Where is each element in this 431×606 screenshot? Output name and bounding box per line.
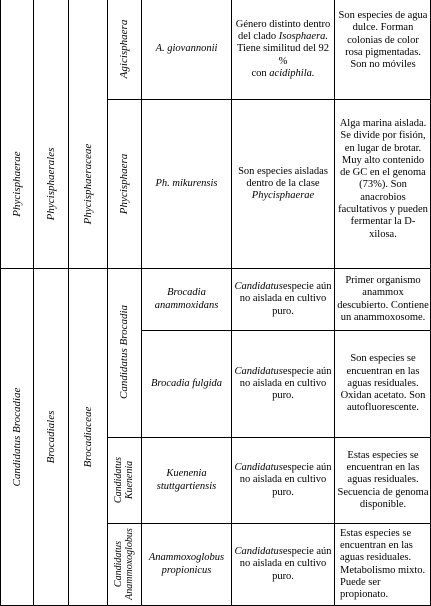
genus-kuenenia-line2: Kuenenia	[124, 460, 135, 500]
description-row-2: Son especies aisladas dentro de la clase Phycisphaerae	[238, 165, 328, 202]
family-phycisphaeraceae: Phycisphaeraceae	[82, 143, 94, 225]
description-row-6: Candidatusespecie aún no aislada en cultivo puro.	[234, 546, 332, 582]
notes-row-5: Estas especies se encuentran en las aguas residuales. Secuencia de genoma disponible.	[337, 449, 429, 510]
description-row-4: Candidatusespecie aún no aislada en cultivo puro.	[234, 365, 332, 402]
species-anammoxoglobus-propionicus: Anammoxoglobus propionicus	[148, 552, 225, 576]
genus-anammoxo-line1: Candidatus	[113, 540, 124, 588]
class-phycisphaerae: Phycisphaerae	[11, 151, 23, 217]
divider-desc-notes	[334, 0, 335, 606]
order-phycisphaerales: Phycisphaerales	[45, 147, 57, 221]
genus-candidatus-brocadia: Candidatus Brocadia	[118, 304, 130, 400]
genus-candidatus-kuenenia	[113, 457, 135, 503]
border-left	[0, 0, 1, 606]
genus-anammoxo-line2: Anammoxoglobus	[124, 528, 135, 600]
divider-class-order	[33, 0, 34, 606]
genus-phycisphaera: Phycisphaera	[118, 153, 130, 215]
divider-family-genus	[107, 0, 108, 606]
description-row-1: Género distinto dentro del clado Isosphaera. Tiene similitud del 92 % con acidiphila.	[235, 18, 331, 79]
species-a-giovannonii: A. giovannonii	[155, 43, 218, 55]
family-brocadiaceae: Brocadiaceae	[82, 406, 94, 468]
species-ph-mikurensis: Ph. mikurensis	[155, 177, 218, 189]
order-brocadiales: Brocadiales	[45, 410, 57, 464]
genus-kuenenia-line1: Candidatus	[113, 456, 124, 504]
notes-row-2: Alga marina aislada. Se divide por fisión, en lugar de brotar. Muy alto contenido de GC en el genoma (73%). Son anacrobios facultativos y pueden fermentar la D-xilosa.	[338, 118, 428, 240]
species-brocadia-anammoxidans: Brocadia anammoxidans	[154, 287, 219, 311]
genus-agicisphaera: Agicisphaera	[118, 19, 130, 79]
notes-row-6: Estas especies se encuentran en las aguas residuales. Metabolismo mixto. Puede ser propionato.	[340, 527, 426, 601]
species-kuenenia-stuttgartiensis: Kuenenia stuttgartiensis	[156, 468, 217, 492]
notes-row-3: Primer organismo anammox descubierto. Contiene un anammoxosome.	[337, 274, 429, 323]
class-candidatus-brocadiae: Candidatus Brocadiae	[11, 387, 23, 487]
description-row-5: Candidatusespecie aún no aislada en cultivo puro.	[234, 462, 332, 498]
divider-order-family	[68, 0, 69, 606]
genus-candidatus-anammoxoglobus	[113, 528, 135, 600]
notes-row-1: Son especies de agua dulce. Forman colonias de color rosa pigmentadas. Son no móviles	[338, 10, 428, 71]
notes-row-4: Son especies se encuentran en las aguas residuales. Oxidan acetato. Son autofluorescente.	[340, 353, 426, 414]
species-brocadia-fulgida: Brocadia fulgida	[150, 377, 223, 389]
description-row-3: Candidatusespecie aún no aislada en cultivo puro.	[234, 281, 332, 317]
